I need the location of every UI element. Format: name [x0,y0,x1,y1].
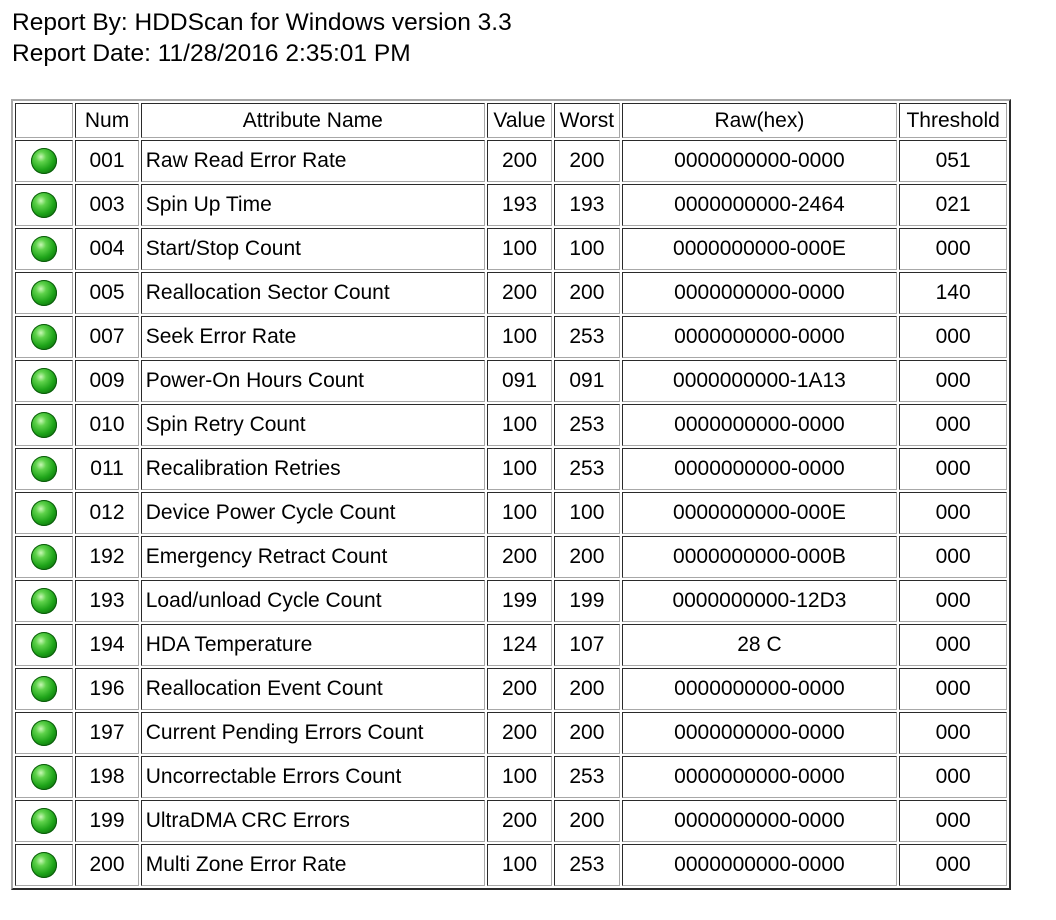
attribute-value-cell: 100 [487,316,552,358]
attribute-value-cell: 200 [487,536,552,578]
attribute-raw-hex-cell: 0000000000-0000 [622,140,898,182]
attribute-value-cell: 200 [487,140,552,182]
attribute-threshold-cell: 000 [899,800,1007,842]
green-status-led-icon [31,280,57,306]
green-status-led-icon [31,808,57,834]
table-header-row [15,103,1007,138]
attribute-name-cell: UltraDMA CRC Errors [141,800,485,842]
column-header-value: Value [487,103,552,138]
green-status-led-icon [31,588,57,614]
table-row [15,624,1007,666]
attribute-worst-cell: 091 [554,360,619,402]
status-cell [15,492,73,534]
status-cell [15,624,73,666]
attribute-worst-cell: 200 [554,536,619,578]
attribute-threshold-cell: 000 [899,712,1007,754]
attribute-threshold-cell: 000 [899,360,1007,402]
status-cell [15,404,73,446]
green-status-led-icon [31,324,57,350]
table-row [15,580,1007,622]
attribute-value-cell: 100 [487,756,552,798]
green-status-led-icon [31,764,57,790]
attribute-raw-hex-cell: 0000000000-2464 [622,184,898,226]
attribute-name-cell: Load/unload Cycle Count [141,580,485,622]
status-cell [15,184,73,226]
attribute-worst-cell: 200 [554,272,619,314]
attribute-worst-cell: 253 [554,404,619,446]
attribute-value-cell: 199 [487,580,552,622]
green-status-led-icon [31,720,57,746]
column-header-raw-hex: Raw(hex) [622,103,898,138]
attribute-name-cell: Emergency Retract Count [141,536,485,578]
table-row [15,140,1007,182]
attribute-raw-hex-cell: 0000000000-1A13 [622,360,898,402]
attribute-name-cell: Device Power Cycle Count [141,492,485,534]
attribute-value-cell: 200 [487,800,552,842]
status-cell [15,536,73,578]
table-row [15,756,1007,798]
attribute-num-cell: 198 [75,756,138,798]
attribute-threshold-cell: 000 [899,492,1007,534]
green-status-led-icon [31,192,57,218]
attribute-threshold-cell: 000 [899,536,1007,578]
green-status-led-icon [31,412,57,438]
green-status-led-icon [31,236,57,262]
attribute-threshold-cell: 000 [899,756,1007,798]
attribute-threshold-cell: 021 [899,184,1007,226]
attribute-threshold-cell: 000 [899,316,1007,358]
status-cell [15,756,73,798]
attribute-threshold-cell: 140 [899,272,1007,314]
attribute-value-cell: 091 [487,360,552,402]
attribute-raw-hex-cell: 0000000000-12D3 [622,580,898,622]
attribute-name-cell: Power-On Hours Count [141,360,485,402]
green-status-led-icon [31,544,57,570]
attribute-name-cell: Spin Retry Count [141,404,485,446]
attribute-num-cell: 200 [75,844,138,886]
attribute-num-cell: 005 [75,272,138,314]
table-row [15,536,1007,578]
attribute-worst-cell: 193 [554,184,619,226]
attribute-value-cell: 200 [487,272,552,314]
attribute-worst-cell: 100 [554,492,619,534]
attribute-threshold-cell: 000 [899,624,1007,666]
smart-attributes-table [11,99,1011,890]
attribute-num-cell: 003 [75,184,138,226]
attribute-threshold-cell: 051 [899,140,1007,182]
status-cell [15,140,73,182]
green-status-led-icon [31,852,57,878]
attribute-raw-hex-cell: 0000000000-0000 [622,448,898,490]
status-cell [15,360,73,402]
attribute-value-cell: 124 [487,624,552,666]
attribute-worst-cell: 200 [554,712,619,754]
attribute-worst-cell: 200 [554,140,619,182]
green-status-led-icon [31,456,57,482]
status-cell [15,712,73,754]
attribute-value-cell: 100 [487,448,552,490]
status-cell [15,844,73,886]
attribute-num-cell: 010 [75,404,138,446]
table-row [15,316,1007,358]
table-row [15,844,1007,886]
column-header-attribute-name: Attribute Name [141,103,485,138]
attribute-name-cell: Raw Read Error Rate [141,140,485,182]
status-cell [15,800,73,842]
attribute-num-cell: 001 [75,140,138,182]
attribute-threshold-cell: 000 [899,844,1007,886]
attribute-threshold-cell: 000 [899,228,1007,270]
column-header-status [15,103,73,138]
attribute-worst-cell: 200 [554,668,619,710]
attribute-num-cell: 009 [75,360,138,402]
status-cell [15,580,73,622]
attribute-num-cell: 004 [75,228,138,270]
status-cell [15,228,73,270]
report-date: Report Date: 11/28/2016 2:35:01 PM [12,40,411,67]
attribute-value-cell: 193 [487,184,552,226]
attribute-threshold-cell: 000 [899,404,1007,446]
column-header-worst: Worst [554,103,619,138]
attribute-raw-hex-cell: 0000000000-0000 [622,712,898,754]
attribute-value-cell: 100 [487,228,552,270]
attribute-num-cell: 197 [75,712,138,754]
attribute-raw-hex-cell: 0000000000-0000 [622,756,898,798]
attribute-name-cell: Current Pending Errors Count [141,712,485,754]
status-cell [15,668,73,710]
attribute-worst-cell: 253 [554,448,619,490]
attribute-num-cell: 196 [75,668,138,710]
table-row [15,360,1007,402]
attribute-value-cell: 100 [487,404,552,446]
attribute-value-cell: 200 [487,668,552,710]
report-by: Report By: HDDScan for Windows version 3.3 [12,9,512,36]
attribute-worst-cell: 253 [554,316,619,358]
attribute-num-cell: 199 [75,800,138,842]
green-status-led-icon [31,500,57,526]
attribute-num-cell: 193 [75,580,138,622]
attribute-raw-hex-cell: 0000000000-0000 [622,316,898,358]
attribute-raw-hex-cell: 0000000000-0000 [622,668,898,710]
attribute-name-cell: Uncorrectable Errors Count [141,756,485,798]
attribute-threshold-cell: 000 [899,448,1007,490]
attribute-raw-hex-cell: 0000000000-000E [622,228,898,270]
attribute-worst-cell: 253 [554,756,619,798]
attribute-value-cell: 100 [487,844,552,886]
column-header-num: Num [75,103,138,138]
attribute-name-cell: Start/Stop Count [141,228,485,270]
report-header [12,7,512,69]
attribute-raw-hex-cell: 28 C [622,624,898,666]
attribute-name-cell: Reallocation Sector Count [141,272,485,314]
green-status-led-icon [31,368,57,394]
table-body [15,140,1007,886]
attribute-worst-cell: 199 [554,580,619,622]
attribute-name-cell: Reallocation Event Count [141,668,485,710]
attribute-worst-cell: 253 [554,844,619,886]
attribute-raw-hex-cell: 0000000000-0000 [622,844,898,886]
table-row [15,712,1007,754]
table-row [15,668,1007,710]
table-row [15,800,1007,842]
attribute-worst-cell: 100 [554,228,619,270]
table-row [15,228,1007,270]
attribute-raw-hex-cell: 0000000000-000E [622,492,898,534]
status-cell [15,316,73,358]
table-row [15,492,1007,534]
attribute-raw-hex-cell: 0000000000-0000 [622,272,898,314]
column-header-threshold: Threshold [899,103,1007,138]
attribute-raw-hex-cell: 0000000000-0000 [622,800,898,842]
table-row [15,448,1007,490]
attribute-num-cell: 192 [75,536,138,578]
attribute-name-cell: Recalibration Retries [141,448,485,490]
attribute-raw-hex-cell: 0000000000-000B [622,536,898,578]
attribute-threshold-cell: 000 [899,580,1007,622]
status-cell [15,448,73,490]
green-status-led-icon [31,148,57,174]
attribute-num-cell: 194 [75,624,138,666]
green-status-led-icon [31,676,57,702]
attribute-num-cell: 012 [75,492,138,534]
table-row [15,272,1007,314]
status-cell [15,272,73,314]
attribute-name-cell: Spin Up Time [141,184,485,226]
attribute-value-cell: 200 [487,712,552,754]
attribute-num-cell: 011 [75,448,138,490]
attribute-threshold-cell: 000 [899,668,1007,710]
table-row [15,184,1007,226]
attribute-value-cell: 100 [487,492,552,534]
attribute-worst-cell: 200 [554,800,619,842]
attribute-num-cell: 007 [75,316,138,358]
attribute-name-cell: Seek Error Rate [141,316,485,358]
attribute-worst-cell: 107 [554,624,619,666]
attribute-name-cell: Multi Zone Error Rate [141,844,485,886]
attribute-name-cell: HDA Temperature [141,624,485,666]
attribute-raw-hex-cell: 0000000000-0000 [622,404,898,446]
table-row [15,404,1007,446]
green-status-led-icon [31,632,57,658]
